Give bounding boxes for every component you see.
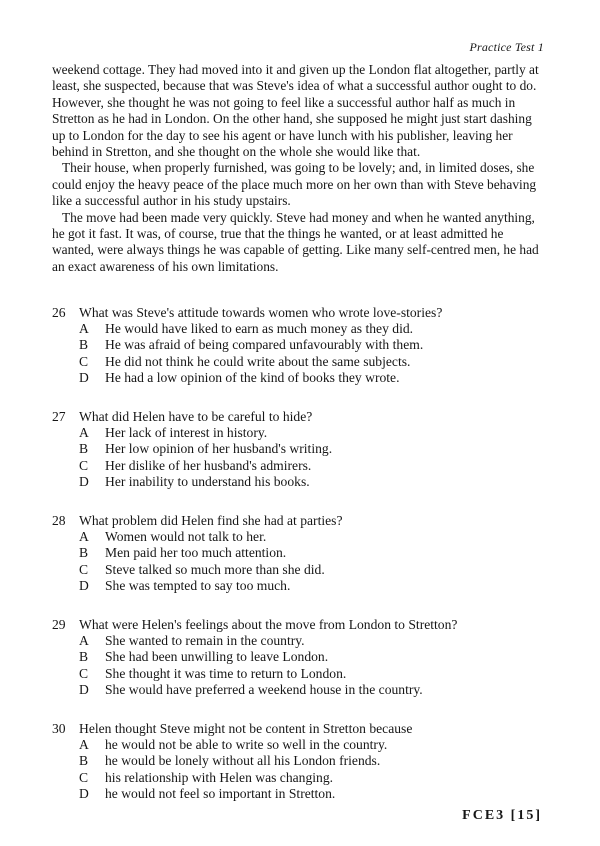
answer-option	[52, 354, 552, 370]
question-stem: What did Helen have to be careful to hide?	[79, 409, 313, 425]
answer-option	[52, 474, 552, 490]
answer-option	[52, 441, 552, 457]
question-number: 29	[52, 617, 66, 633]
page-footer: FCE3 [15]	[462, 808, 542, 823]
option-text: He would have liked to earn as much money as they did.	[105, 321, 414, 337]
option-text: She wanted to remain in the country.	[105, 633, 305, 649]
question-stem: What were Helen's feelings about the move from London to Stretton?	[79, 617, 458, 633]
question-29	[52, 617, 552, 698]
question-stem: What problem did Helen find she had at parties?	[79, 513, 343, 529]
option-text: He was afraid of being compared unfavourably with them.	[105, 337, 424, 353]
option-text: She would have preferred a weekend house in the country.	[105, 681, 423, 697]
option-letter: A	[79, 529, 89, 545]
option-letter: B	[79, 649, 89, 665]
option-text: He did not think he could write about the same subjects.	[105, 353, 411, 369]
question-stem: What was Steve's attitude towards women who wrote love-stories?	[79, 305, 443, 320]
question-number: 28	[52, 513, 66, 529]
option-text: Her low opinion of her husband's writing.	[105, 441, 333, 457]
option-letter: B	[79, 545, 89, 561]
option-text: he would not feel so important in Stretton.	[105, 785, 336, 801]
option-letter: C	[79, 561, 89, 577]
passage-paragraph: weekend cottage. They had moved into it and given up the London flat altogether, partly at least, she suspected, because that was Steve's idea of what a successful author ought to do. However, she thought he was not going to feel like a successful author half as much in Stretton as he had in London. On the other hand, she supposed he might just start dashing up to London for the day to see his agent or have lunch with his publisher, leaving her behind in Stretton, and she thought on the whole she would like that.	[52, 62, 539, 160]
answer-option	[52, 649, 552, 665]
answer-option	[52, 682, 552, 698]
option-text: She had been unwilling to leave London.	[105, 649, 329, 665]
option-letter: A	[79, 633, 89, 649]
option-text: Men paid her too much attention.	[105, 545, 287, 561]
option-text: he would not be able to write so well in the country.	[105, 737, 388, 753]
option-letter: A	[79, 425, 89, 441]
option-letter: D	[79, 369, 89, 385]
option-text: Steve talked so much more than she did.	[105, 561, 325, 577]
option-letter: D	[79, 681, 89, 697]
answer-option	[52, 370, 552, 386]
question-number: 26	[52, 305, 66, 320]
answer-option	[52, 578, 552, 594]
option-letter: B	[79, 441, 89, 457]
question-number: 27	[52, 409, 66, 425]
option-text: he would be lonely without all his London friends.	[105, 753, 381, 769]
option-letter: A	[79, 737, 89, 753]
answer-option	[52, 786, 552, 802]
option-letter: C	[79, 769, 89, 785]
passage-paragraph: The move had been made very quickly. Steve had money and when he wanted anything, he got it fast. It was, of course, true that the things he wanted, or at least admitted he wanted, were always things he was capable of getting. Like many self-centred men, he had an exact awareness of his own limitations.	[52, 209, 539, 274]
answer-option	[52, 753, 552, 769]
answer-option	[52, 321, 552, 337]
passage-paragraph: Their house, when properly furnished, was going to be lovely; and, in limited doses, she could enjoy the heavy peace of the place much more on her own than with Steve behaving like a successful author in his study upstairs.	[52, 160, 537, 209]
option-letter: B	[79, 337, 89, 353]
option-text: Her dislike of her husband's admirers.	[105, 457, 312, 473]
option-text: He had a low opinion of the kind of books they wrote.	[105, 369, 400, 385]
option-letter: C	[79, 457, 89, 473]
option-letter: A	[79, 321, 89, 337]
question-30	[52, 721, 552, 802]
answer-option	[52, 562, 552, 578]
answer-option	[52, 337, 552, 353]
answer-option	[52, 425, 552, 441]
answer-option	[52, 545, 552, 561]
option-letter: C	[79, 665, 89, 681]
option-letter: B	[79, 753, 89, 769]
question-28	[52, 513, 552, 594]
option-text: Her lack of interest in history.	[105, 425, 268, 441]
reading-passage	[52, 62, 548, 275]
answer-option	[52, 666, 552, 682]
option-text: Her inability to understand his books.	[105, 473, 310, 489]
question-27	[52, 409, 552, 490]
question-stem: Helen thought Steve might not be content in Stretton because	[79, 721, 413, 737]
answer-option	[52, 737, 552, 753]
running-header: Practice Test 1	[469, 40, 544, 54]
answer-option	[52, 633, 552, 649]
option-text: She thought it was time to return to London.	[105, 665, 347, 681]
question-list	[52, 305, 552, 802]
option-letter: C	[79, 353, 89, 369]
option-text: She was tempted to say too much.	[105, 577, 291, 593]
option-letter: D	[79, 785, 89, 801]
answer-option	[52, 458, 552, 474]
option-letter: D	[79, 473, 89, 489]
answer-option	[52, 770, 552, 786]
question-26	[52, 305, 552, 386]
option-text: Women would not talk to her.	[105, 529, 267, 545]
question-number: 30	[52, 721, 66, 737]
answer-option	[52, 529, 552, 545]
option-text: his relationship with Helen was changing.	[105, 769, 334, 785]
option-letter: D	[79, 577, 89, 593]
